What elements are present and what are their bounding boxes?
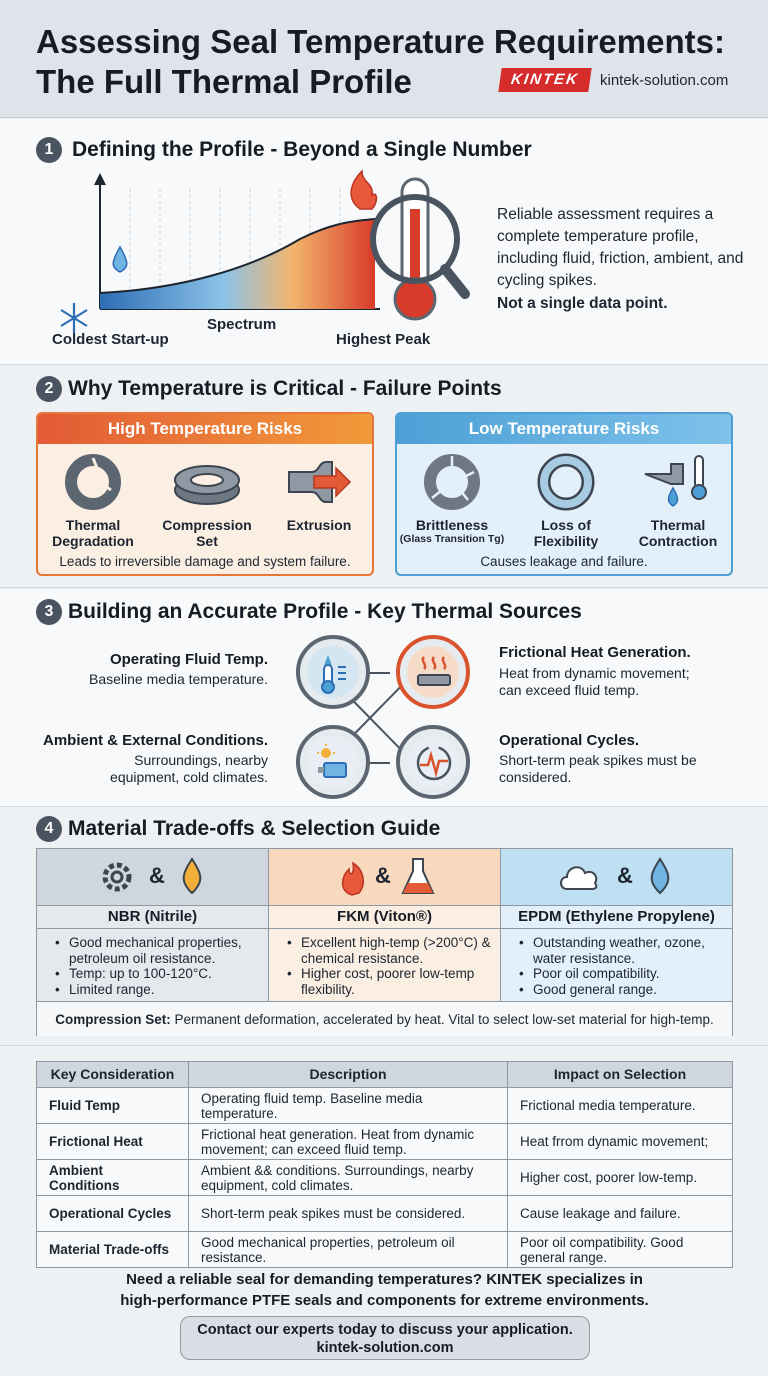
label-coldest-startup: Coldest Start-up [52, 331, 169, 348]
profile-description: Reliable assessment requires a complete temperature profile, including fluid, friction, ambient, and cycling spikes. [497, 206, 744, 289]
cta-text [36, 1269, 733, 1311]
risk-compression-set [152, 452, 262, 549]
ampersand: & [617, 863, 633, 888]
sun-motor-icon [314, 743, 354, 783]
risk-label: Brittleness [415, 517, 489, 533]
risk-extrusion [264, 452, 374, 533]
ampersand: & [149, 863, 165, 888]
list-item: • Good mechanical properties, petroleum oil resistance. [55, 935, 265, 966]
material-col-nbr [37, 849, 269, 1001]
section-title: Why Temperature is Critical - Failure Points [68, 377, 502, 400]
list-item: • Excellent high-temp (>200°C) & chemical resistance. [287, 935, 497, 966]
table-cell: Frictional heat generation. Heat from dynamic movement; can exceed fluid temp. [189, 1124, 508, 1160]
section-number: 2 [36, 376, 62, 402]
high-temp-risks-footer: Leads to irreversible damage and system failure. [59, 554, 351, 569]
low-temp-risks-footer: Causes leakage and failure. [480, 554, 648, 569]
risk-sublabel: (Glass Transition Tg) [399, 533, 505, 545]
ambient-circle [296, 725, 370, 799]
title-line-1: Assessing Seal Temperature Requirements: [36, 23, 725, 60]
chemical-flask-icon [401, 855, 435, 899]
page-title [36, 22, 756, 102]
source-title-friction: Frictional Heat Generation. [499, 644, 691, 661]
table-cell: Heat frrom dynamic movement; [508, 1124, 733, 1160]
section-failure-points [0, 366, 768, 588]
table-cell: Short-term peak spikes must be considered. [189, 1196, 508, 1232]
list-item: • Outstanding weather, ozone, water resistance. [519, 935, 729, 966]
section-title: Defining the Profile - Beyond a Single Number [72, 138, 532, 161]
table-cell: Higher cost, poorer low-temp. [508, 1160, 733, 1196]
section-defining-profile [0, 119, 768, 365]
table-cell: Material Trade-offs [37, 1232, 189, 1268]
operational-cycles-circle [396, 725, 470, 799]
material-bullets [519, 935, 729, 997]
column-header: Key Consideration [37, 1062, 189, 1088]
ampersand: & [375, 863, 391, 888]
table-cell: Fluid Temp [37, 1088, 189, 1124]
label-highest-peak: Highest Peak [336, 331, 431, 348]
source-desc-friction: Heat from dynamic movement; can exceed fluid temp. [499, 665, 690, 698]
section-title: Building an Accurate Profile - Key Thermal Sources [68, 600, 582, 623]
source-title-ambient: Ambient & External Conditions. [42, 732, 268, 749]
risk-label: Compression Set [162, 517, 252, 549]
risk-brittleness [397, 452, 507, 545]
material-col-epdm [501, 849, 732, 1001]
rigid-ring-icon [536, 452, 596, 512]
material-bullets [287, 935, 497, 997]
title-line-2: The Full Thermal Profile [36, 63, 412, 100]
flame-icon [335, 857, 369, 897]
contact-button-site: kintek-solution.com [316, 1340, 454, 1356]
kintek-logo[interactable]: KINTEK [498, 68, 591, 92]
table-row [37, 1124, 733, 1160]
gear-icon [97, 857, 137, 897]
low-temp-risks-header: Low Temperature Risks [397, 414, 731, 444]
table-cell: Operating fluid temp. Baseline media temperature. [189, 1088, 508, 1124]
friction-heat-circle [396, 635, 470, 709]
material-name: EPDM (Ethylene Propylene) [501, 905, 732, 929]
shattered-ring-icon [422, 452, 482, 512]
risk-label: Thermal Degradation [52, 517, 134, 549]
source-title-fluid: Operating Fluid Temp. [109, 651, 268, 668]
table-cell: Poor oil compatibility. Good general range. [508, 1232, 733, 1268]
section-number: 3 [36, 599, 62, 625]
table-cell: Good mechanical properties, petroleum oil resistance. [189, 1232, 508, 1268]
list-item: • Higher cost, poorer low-temp flexibility. [287, 966, 497, 997]
section-summary [0, 1047, 768, 1376]
cycle-pulse-icon [414, 743, 454, 783]
source-title-cycles: Operational Cycles. [499, 732, 640, 749]
contraction-leak-icon [643, 452, 713, 512]
source-desc-fluid: Baseline media temperature. [89, 671, 268, 687]
profile-emphasis: Not a single data point. [497, 295, 668, 312]
table-cell: Frictional Heat [37, 1124, 189, 1160]
section-title: Material Trade-offs & Selection Guide [68, 817, 441, 840]
oil-drop-icon [175, 857, 209, 897]
fluid-temp-circle [296, 635, 370, 709]
snowflake-icon [61, 303, 87, 333]
note-label: Compression Set: [55, 1012, 171, 1027]
key-considerations-table [36, 1061, 733, 1268]
table-row [37, 1196, 733, 1232]
material-bullets [55, 935, 265, 997]
table-row [37, 1232, 733, 1268]
source-desc-ambient: Surroundings, nearby equipment, cold climates. [110, 752, 268, 785]
table-cell: Ambient && conditions. Surroundings, nearby equipment, cold climates. [189, 1160, 508, 1196]
note-text: Permanent deformation, accelerated by heat. Vital to select low-set material for high-temp. [170, 1012, 714, 1027]
water-drop-icon [113, 247, 127, 272]
cracked-ring-icon [63, 452, 123, 512]
material-name: NBR (Nitrile) [37, 905, 268, 929]
flame-icon [351, 171, 376, 209]
section-thermal-sources [0, 589, 768, 807]
section-number: 1 [36, 137, 62, 163]
extrusion-pipe-icon [284, 452, 354, 512]
risk-label: Thermal Contraction [638, 517, 718, 549]
table-cell: Ambient Conditions [37, 1160, 189, 1196]
risk-thermal-degradation [38, 452, 148, 549]
high-temp-risks-header: High Temperature Risks [38, 414, 372, 444]
table-cell: Operational Cycles [37, 1196, 189, 1232]
table-row [37, 1088, 733, 1124]
source-desc-cycles: Short-term peak spikes must be considered. [499, 752, 697, 785]
section-number: 4 [36, 816, 62, 842]
cta-line-2: high-performance PTFE seals and components for extreme environments. [120, 1292, 649, 1309]
table-cell: Cause leakage and failure. [508, 1196, 733, 1232]
risk-loss-of-flexibility [511, 452, 621, 549]
site-link[interactable]: kintek-solution.com [600, 72, 729, 89]
list-item: • Poor oil compatibility. [519, 966, 729, 982]
contact-experts-button[interactable] [180, 1316, 590, 1360]
label-spectrum: Spectrum [207, 316, 277, 333]
section-material-tradeoffs [0, 808, 768, 1046]
compression-set-note [37, 1001, 732, 1036]
contact-button-label: Contact our experts today to discuss your application. [197, 1322, 573, 1338]
risk-thermal-contraction [623, 452, 733, 549]
cloud-icon [557, 859, 601, 895]
low-temp-risks-panel [395, 412, 733, 576]
table-row [37, 1160, 733, 1196]
material-selection-table [36, 848, 733, 1036]
list-item: • Temp: up to 100-120°C. [55, 966, 265, 982]
table-cell: Frictional media temperature. [508, 1088, 733, 1124]
material-col-fkm [269, 849, 501, 1001]
list-item: • Good general range. [519, 982, 729, 998]
high-temp-risks-panel [36, 412, 374, 576]
material-name: FKM (Viton®) [269, 905, 500, 929]
risk-label: Loss of Flexibility [533, 517, 599, 549]
column-header: Description [189, 1062, 508, 1088]
fluid-thermometer-icon [318, 651, 348, 695]
risk-label: Extrusion [286, 517, 352, 533]
cta-line-1: Need a reliable seal for demanding temperatures? KINTEK specializes in [126, 1271, 643, 1288]
table-header-row [37, 1062, 733, 1088]
water-drop-icon [643, 857, 677, 897]
heat-waves-icon [414, 653, 454, 693]
flattened-seal-icon [172, 452, 242, 512]
column-header: Impact on Selection [508, 1062, 733, 1088]
list-item: • Limited range. [55, 982, 265, 998]
